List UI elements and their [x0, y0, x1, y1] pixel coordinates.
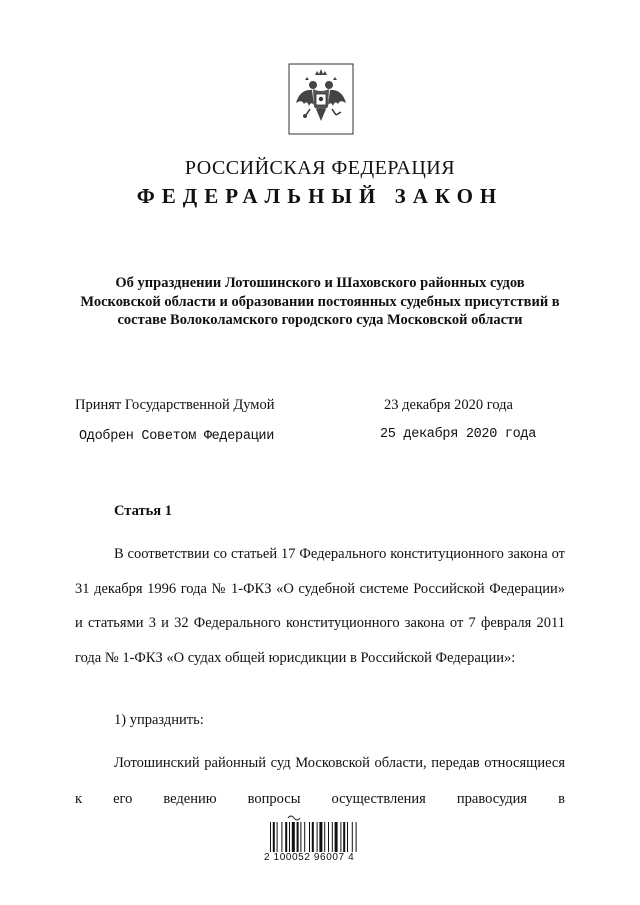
adopted-date: 23 декабря 2020 года: [384, 397, 513, 413]
article-item: 1) упразднить:: [114, 712, 204, 728]
country-name: РОССИЙСКАЯ ФЕДЕРАЦИЯ: [184, 157, 456, 179]
article-paragraph: В соответствии со статьей 17 Федерального конституционного закона от 31 декабря 1996 года № 1-ФКЗ «О судебной системе Российской Федерации» и статьями 3 и 32 Федерального конституционного закона от 7 февраля 2011 года № 1-ФКЗ «О судах общей юрисдикции в Российской Федерации»:: [75, 546, 565, 666]
russian-coat-of-arms-icon: [288, 63, 354, 135]
law-type-heading: ФЕДЕРАЛЬНЫЙ ЗАКОН: [136, 184, 504, 208]
approved-date: 25 декабря 2020 года: [380, 427, 537, 442]
barcode-number: 2 100052 96007 4: [264, 852, 355, 863]
law-title: Об упразднении Лотошинского и Шаховского районных судов Московской области и образовании постоянных судебных присутствий в составе Волоколамского городского суда Московской области: [80, 275, 560, 328]
adopted-label: Принят Государственной Думой: [75, 397, 275, 413]
approved-label: Одобрен Советом Федерации: [79, 429, 275, 444]
article-heading: Статья 1: [114, 503, 172, 519]
article-paragraph-continued: Лотошинский районный суд Московской области, передав относящиеся к его ведению вопросы осуществления правосудия в: [75, 755, 565, 807]
